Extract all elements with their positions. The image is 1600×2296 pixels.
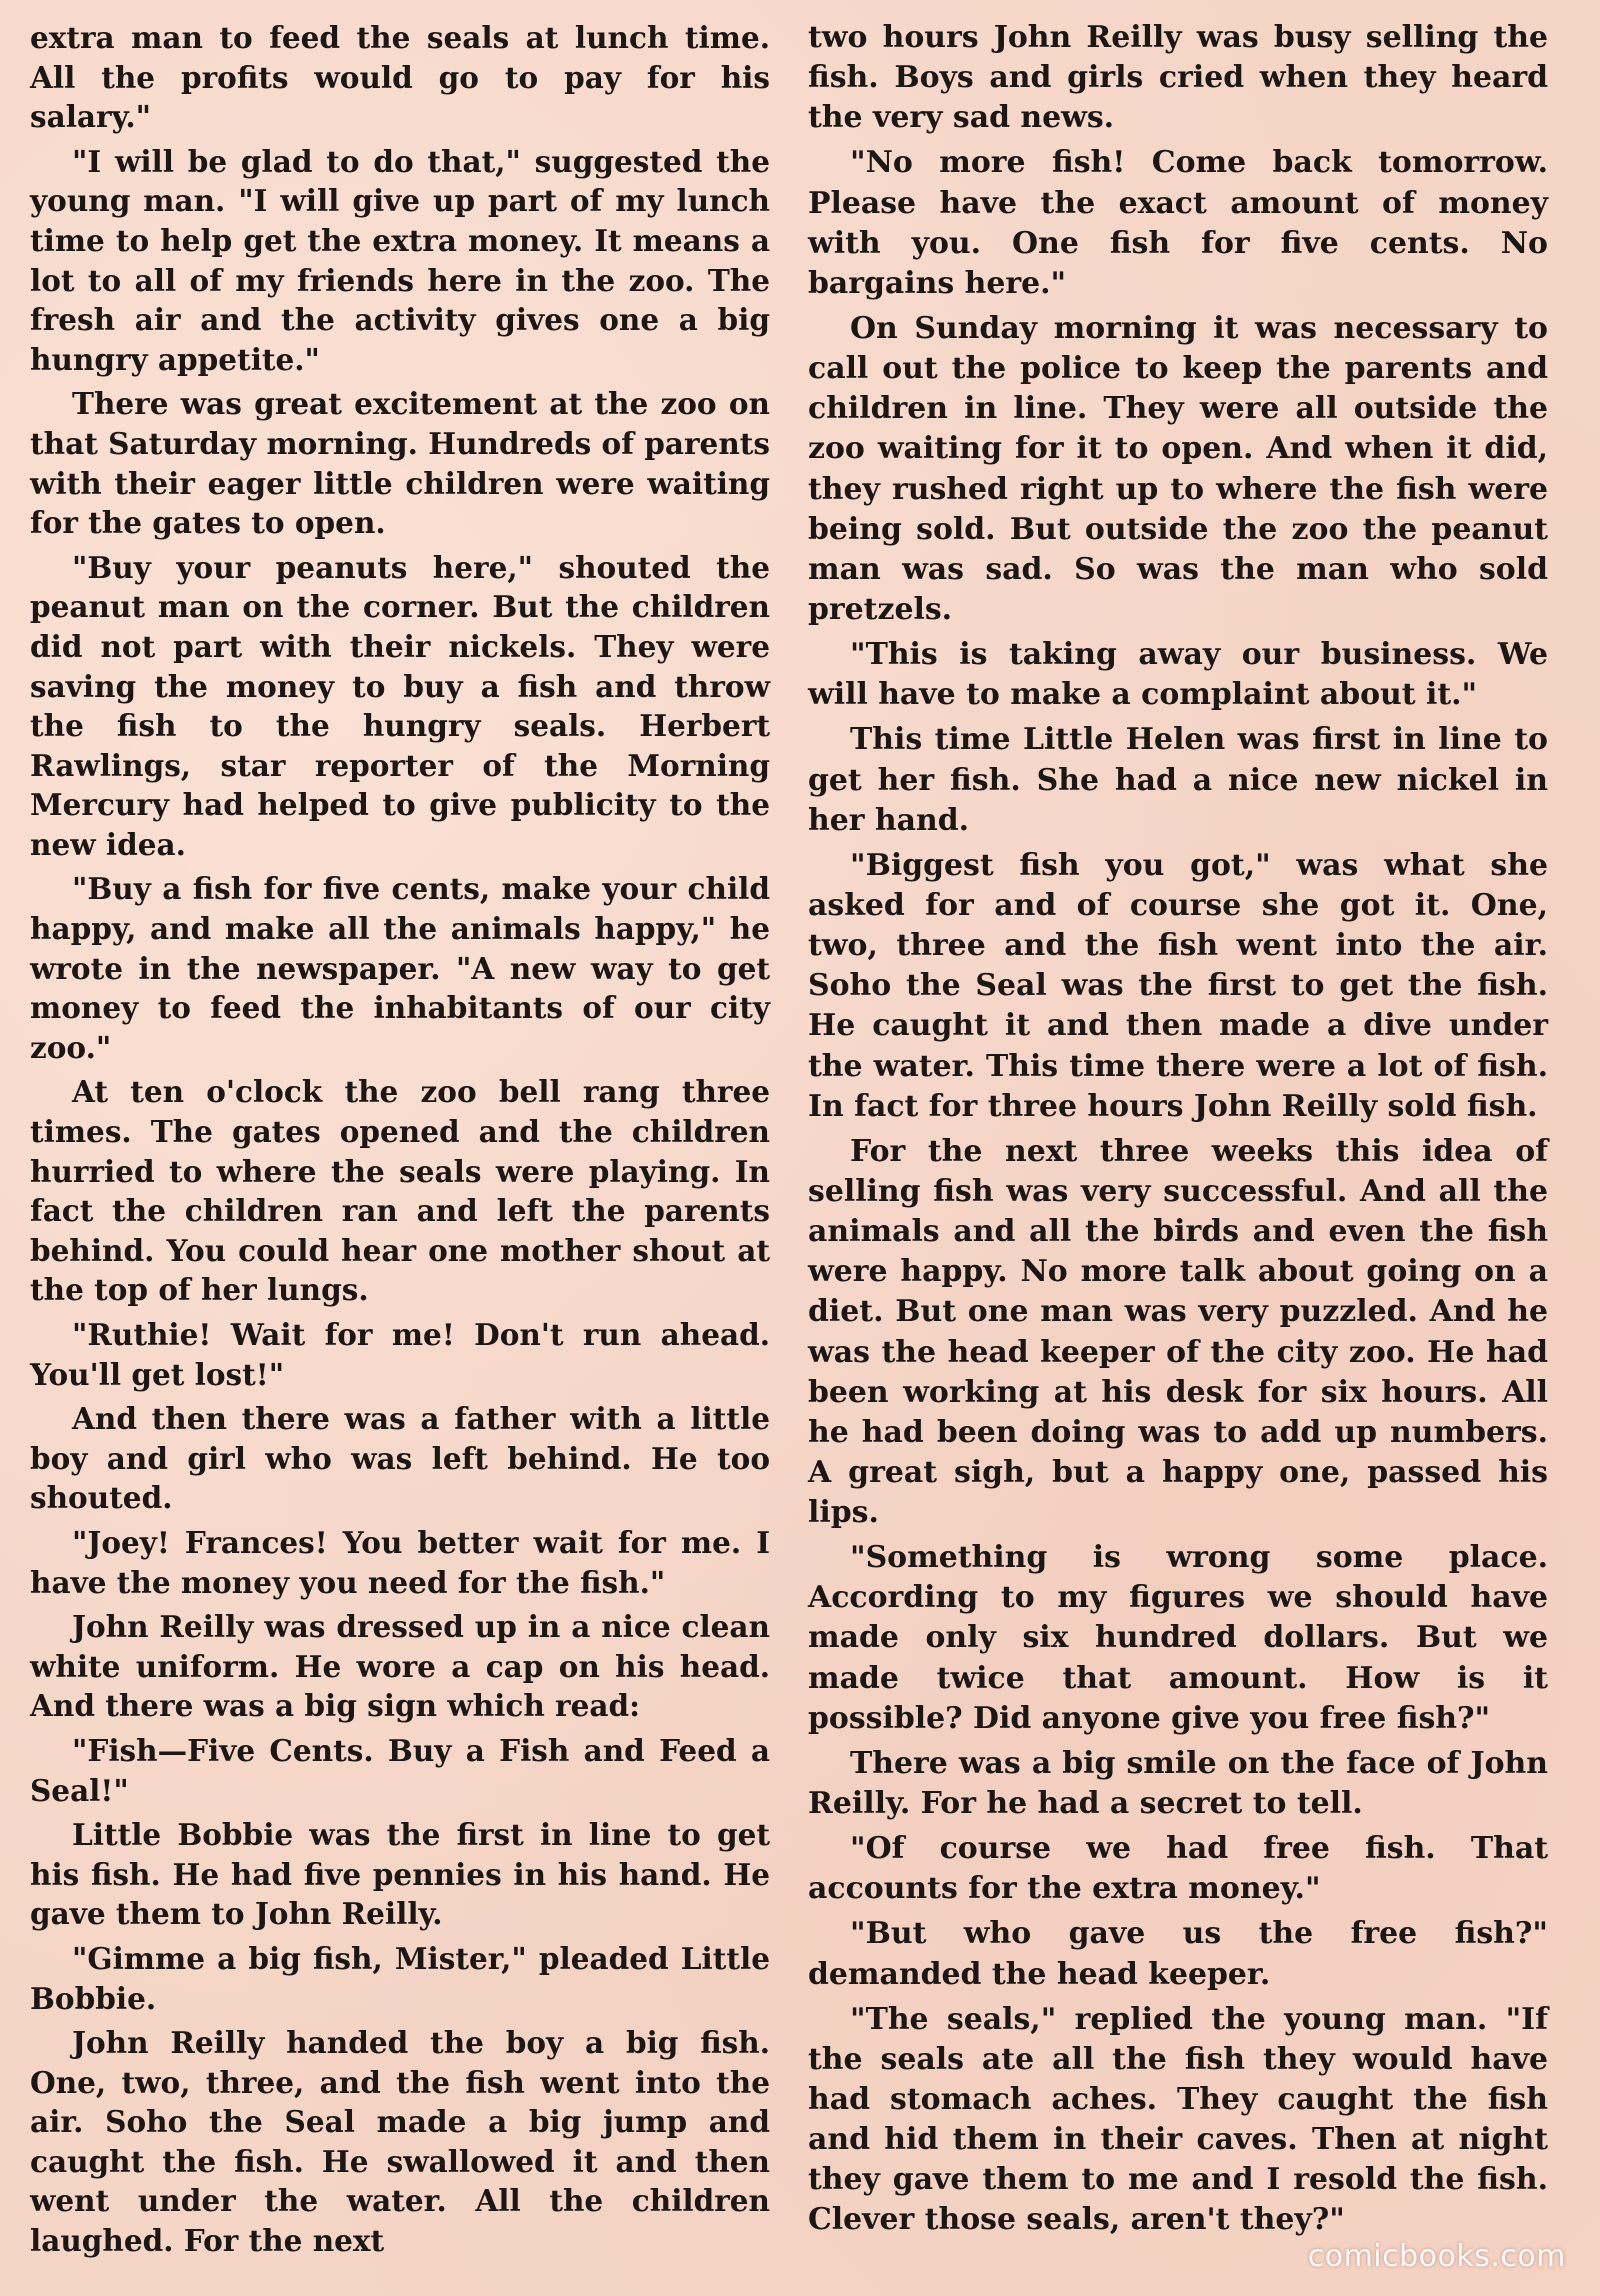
paragraph: two hours John Reilly was busy selling the fish. Boys and girls cried when they heard the very sad news. — [808, 20, 1548, 136]
paragraph: "The seals," replied the young man. "If the seals ate all the fish they would have had stomach aches. They caught the fish and hid them in their caves. Then at night they gave them to me and I resold the fish. Clever those seals, aren't they?" — [808, 2001, 1548, 2238]
right-text-column — [808, 18, 1548, 2246]
paragraph: For the next three weeks this idea of selling fish was very successful. And all the animals and all the birds and even the fish were happy. No more talk about going on a diet. But one man was very puzzled. And he was the head keeper of the city zoo. He had been working at his desk for six hours. All he had been doing was to add up numbers. A great sigh, but a happy one, passed his lips. — [808, 1133, 1548, 1531]
paragraph: There was great excitement at the zoo on that Saturday morning. Hundreds of parents with their eager little children were waiting for the gates to open. — [30, 386, 770, 541]
paragraph: John Reilly handed the boy a big fish. One, two, three, and the fish went into the air. Soho the Seal made a big jump and caught the fish. He swallowed it and then went under the water. All the children laughed. For the next — [30, 2025, 770, 2259]
paragraph: "But who gave us the free fish?" demanded the head keeper. — [808, 1916, 1548, 1992]
paragraph: "No more fish! Come back tomorrow. Please have the exact amount of money with you. One fish for five cents. No bargains here." — [808, 145, 1548, 301]
paragraph: This time Little Helen was first in line to get her fish. She had a nice new nickel in her hand. — [808, 722, 1548, 838]
paragraph: "Of course we had free fish. That accounts for the extra money." — [808, 1831, 1548, 1907]
paragraph: "This is taking away our business. We will have to make a complaint about it." — [808, 637, 1548, 713]
paragraph: Little Bobbie was the first in line to get his fish. He had five pennies in his hand. He gave them to John Reilly. — [30, 1817, 770, 1932]
paragraph: "Gimme a big fish, Mister," pleaded Little Bobbie. — [30, 1940, 770, 2016]
paragraph: "Fish—Five Cents. Buy a Fish and Feed a Seal!" — [30, 1732, 770, 1808]
paragraph: extra man to feed the seals at lunch time. All the profits would go to pay for his salary." — [30, 20, 770, 135]
paragraph: "Buy a fish for five cents, make your child happy, and make all the animals happy," he wrote in the newspaper. "A new way to get money to feed the inhabitants of our city zoo." — [30, 871, 770, 1065]
paragraph: "Buy your peanuts here," shouted the peanut man on the corner. But the children did not part with their nickels. They were saving the money to buy a fish and throw the fish to the hungry seals. Herbert Rawlings, star reporter of the Morning Mercury had helped to give publicity to the new idea. — [30, 549, 770, 862]
paragraph: John Reilly was dressed up in a nice clean white uniform. He wore a cap on his head. And there was a big sign which read: — [30, 1609, 770, 1724]
paragraph: "Biggest fish you got," was what she asked for and of course she got it. One, two, three and the fish went into the air. Soho the Seal was the first to get the fish. He caught it and then made a dive under the water. This time there were a lot of fish. In fact for three hours John Reilly sold fish. — [808, 847, 1548, 1124]
left-text-column — [30, 18, 770, 2266]
paragraph: At ten o'clock the zoo bell rang three times. The gates opened and the children hurried to where the seals were playing. In fact the children ran and left the parents behind. You could hear one mother shout at the top of her lungs. — [30, 1074, 770, 1308]
paragraph: And then there was a father with a little boy and girl who was left behind. He too shouted. — [30, 1401, 770, 1516]
paragraph: "Something is wrong some place. According to my figures we should have made only six hundred dollars. But we made twice that amount. How is it possible? Did anyone give you free fish?" — [808, 1540, 1548, 1736]
paragraph: "I will be glad to do that," suggested the young man. "I will give up part of my lunch time to help get the extra money. It means a lot to all of my friends here in the zoo. The fresh air and the activity gives one a big hungry appetite." — [30, 143, 770, 377]
watermark: comicbooks.com — [1307, 2239, 1566, 2274]
paragraph: On Sunday morning it was necessary to call out the police to keep the parents and children in line. They were all outside the zoo waiting for it to open. And when it did, they rushed right up to where the fish were being sold. But outside the zoo the peanut man was sad. So was the man who sold pretzels. — [808, 310, 1548, 627]
paragraph: There was a big smile on the face of John Reilly. For he had a secret to tell. — [808, 1745, 1548, 1822]
paragraph: "Ruthie! Wait for me! Don't run ahead. You'll get lost!" — [30, 1317, 770, 1392]
paragraph: "Joey! Frances! You better wait for me. I have the money you need for the fish." — [30, 1524, 770, 1600]
